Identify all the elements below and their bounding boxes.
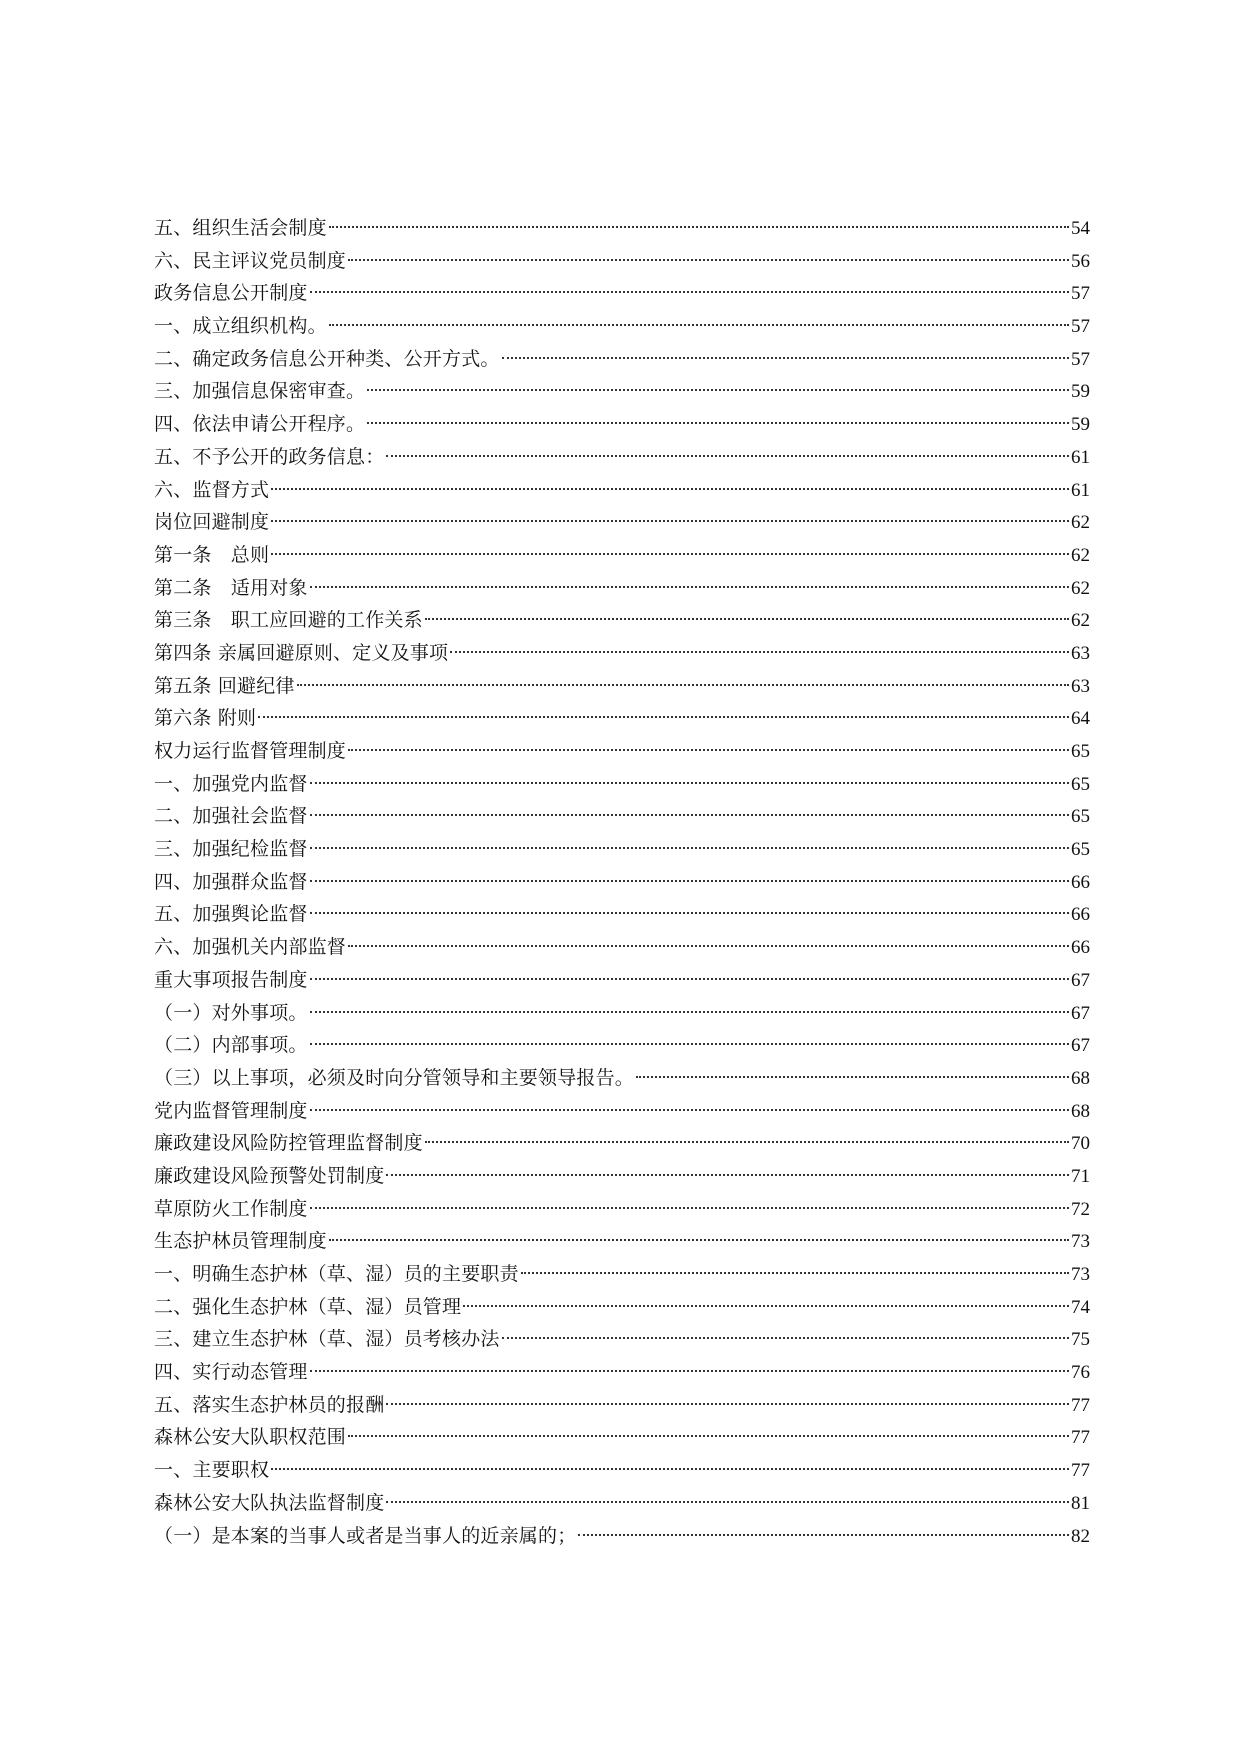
toc-entry-title: 一、主要职权 bbox=[154, 1459, 270, 1482]
toc-entry-page-number: 63 bbox=[1071, 675, 1090, 697]
toc-entry-title: 六、监督方式 bbox=[154, 478, 270, 501]
toc-entry[interactable] bbox=[154, 1520, 1090, 1553]
toc-dot-leader bbox=[310, 1043, 1069, 1045]
toc-entry[interactable] bbox=[154, 310, 1090, 343]
toc-entry[interactable] bbox=[154, 670, 1090, 703]
toc-entry-title: 森林公安大队执法监督制度 bbox=[154, 1491, 385, 1514]
toc-entry-title: （一）对外事项。 bbox=[154, 1001, 308, 1024]
toc-entry[interactable] bbox=[154, 964, 1090, 997]
toc-entry-title: 廉政建设风险防控管理监督制度 bbox=[154, 1132, 423, 1155]
toc-entry[interactable] bbox=[154, 1095, 1090, 1128]
toc-entry-title: 生态护林员管理制度 bbox=[154, 1230, 327, 1253]
toc-entry-page-number: 64 bbox=[1071, 708, 1090, 730]
toc-dot-leader bbox=[502, 1337, 1069, 1339]
toc-entry[interactable] bbox=[154, 1160, 1090, 1193]
toc-entry-page-number: 57 bbox=[1071, 283, 1090, 305]
toc-entry-title: 五、落实生态护林员的报酬 bbox=[154, 1393, 385, 1416]
toc-entry-page-number: 82 bbox=[1071, 1525, 1090, 1547]
toc-dot-leader bbox=[258, 716, 1069, 718]
toc-entry-title: 二、强化生态护林（草、湿）员管理 bbox=[154, 1295, 462, 1318]
toc-dot-leader bbox=[310, 1109, 1069, 1111]
toc-dot-leader bbox=[310, 586, 1069, 588]
toc-dot-leader bbox=[386, 1501, 1069, 1503]
toc-entry-title: 党内监督管理制度 bbox=[154, 1099, 308, 1122]
toc-entry[interactable] bbox=[154, 637, 1090, 670]
toc-dot-leader bbox=[310, 782, 1069, 784]
toc-entry-page-number: 62 bbox=[1071, 544, 1090, 566]
toc-entry-page-number: 54 bbox=[1071, 218, 1090, 239]
toc-entry[interactable] bbox=[154, 539, 1090, 572]
toc-dot-leader bbox=[348, 259, 1069, 261]
toc-entry-page-number: 62 bbox=[1071, 512, 1090, 534]
toc-entry-page-number: 70 bbox=[1071, 1133, 1090, 1155]
toc-entry-page-number: 67 bbox=[1071, 969, 1090, 991]
toc-dot-leader bbox=[578, 1534, 1069, 1536]
toc-entry-page-number: 68 bbox=[1071, 1100, 1090, 1122]
toc-entry[interactable] bbox=[154, 245, 1090, 278]
toc-dot-leader bbox=[367, 422, 1069, 424]
toc-entry-title: 六、民主评议党员制度 bbox=[154, 249, 347, 272]
toc-entry-title: 三、加强纪检监督 bbox=[154, 838, 308, 861]
toc-entry-page-number: 62 bbox=[1071, 577, 1090, 599]
toc-entry[interactable] bbox=[154, 1487, 1090, 1520]
toc-entry-page-number: 72 bbox=[1071, 1198, 1090, 1220]
toc-entry-title: 四、加强群众监督 bbox=[154, 870, 308, 893]
toc-entry-page-number: 59 bbox=[1071, 414, 1090, 436]
toc-entry[interactable] bbox=[154, 1225, 1090, 1258]
toc-entry-title: 政务信息公开制度 bbox=[154, 282, 308, 305]
toc-entry[interactable] bbox=[154, 768, 1090, 801]
toc-entry-title: （二）内部事项。 bbox=[154, 1034, 308, 1057]
toc-dot-leader bbox=[271, 488, 1069, 490]
toc-entry[interactable] bbox=[154, 1323, 1090, 1356]
toc-entry-page-number: 66 bbox=[1071, 904, 1090, 926]
toc-entry-title: 一、加强党内监督 bbox=[154, 772, 308, 795]
toc-dot-leader bbox=[367, 389, 1069, 391]
toc-dot-leader bbox=[636, 1076, 1069, 1078]
toc-entry[interactable] bbox=[154, 898, 1090, 931]
toc-dot-leader bbox=[271, 1468, 1069, 1470]
toc-entry-title: 五、组织生活会制度 bbox=[154, 217, 327, 239]
toc-dot-leader bbox=[348, 749, 1069, 751]
toc-dot-leader bbox=[271, 520, 1069, 522]
toc-entry-title: 五、加强舆论监督 bbox=[154, 903, 308, 926]
toc-dot-leader bbox=[386, 1174, 1069, 1176]
toc-entry-title: 第四条 亲属回避原则、定义及事项 bbox=[154, 641, 449, 664]
toc-entry[interactable] bbox=[154, 375, 1090, 408]
toc-entry-page-number: 74 bbox=[1071, 1296, 1090, 1318]
toc-entry[interactable] bbox=[154, 735, 1090, 768]
toc-entry[interactable] bbox=[154, 474, 1090, 507]
toc-entry-page-number: 61 bbox=[1071, 446, 1090, 468]
toc-dot-leader bbox=[386, 1403, 1069, 1405]
toc-entry[interactable] bbox=[154, 343, 1090, 376]
toc-entry-page-number: 66 bbox=[1071, 871, 1090, 893]
toc-entry[interactable] bbox=[154, 1454, 1090, 1487]
toc-dot-leader bbox=[310, 291, 1069, 293]
toc-entry[interactable] bbox=[154, 997, 1090, 1030]
toc-dot-leader bbox=[502, 357, 1069, 359]
toc-entry-title: 五、不予公开的政务信息： bbox=[154, 445, 385, 468]
toc-entry[interactable] bbox=[154, 277, 1090, 310]
toc-entry-page-number: 68 bbox=[1071, 1067, 1090, 1089]
toc-entry[interactable] bbox=[154, 572, 1090, 605]
toc-dot-leader bbox=[329, 1239, 1069, 1241]
toc-dot-leader bbox=[310, 978, 1069, 980]
toc-entry[interactable] bbox=[154, 1389, 1090, 1422]
toc-dot-leader bbox=[310, 847, 1069, 849]
toc-entry[interactable] bbox=[154, 212, 1090, 245]
toc-entry-page-number: 66 bbox=[1071, 937, 1090, 959]
toc-dot-leader bbox=[310, 1370, 1069, 1372]
toc-entry-page-number: 65 bbox=[1071, 806, 1090, 828]
toc-entry[interactable] bbox=[154, 866, 1090, 899]
toc-dot-leader bbox=[310, 1207, 1069, 1209]
toc-entry-page-number: 76 bbox=[1071, 1362, 1090, 1384]
toc-entry-page-number: 65 bbox=[1071, 839, 1090, 861]
toc-dot-leader bbox=[348, 945, 1069, 947]
toc-entry-page-number: 61 bbox=[1071, 479, 1090, 501]
toc-dot-leader bbox=[310, 1011, 1069, 1013]
toc-entry-page-number: 67 bbox=[1071, 1035, 1090, 1057]
toc-entry-title: 权力运行监督管理制度 bbox=[154, 740, 347, 762]
toc-entry[interactable] bbox=[154, 800, 1090, 833]
toc-dot-leader bbox=[310, 814, 1069, 816]
toc-dot-leader bbox=[329, 324, 1069, 326]
toc-dot-leader bbox=[329, 226, 1069, 228]
toc-entry-title: 草原防火工作制度 bbox=[154, 1197, 308, 1220]
toc-entry-page-number: 59 bbox=[1071, 381, 1090, 403]
toc-entry[interactable] bbox=[154, 506, 1090, 539]
toc-entry[interactable] bbox=[154, 931, 1090, 964]
toc-dot-leader bbox=[463, 1305, 1069, 1307]
toc-entry-page-number: 75 bbox=[1071, 1329, 1090, 1351]
toc-entry-page-number: 62 bbox=[1071, 610, 1090, 632]
toc-dot-leader bbox=[271, 553, 1069, 555]
toc-entry-page-number: 73 bbox=[1071, 1264, 1090, 1285]
toc-entry[interactable] bbox=[154, 1356, 1090, 1389]
toc-dot-leader bbox=[425, 1141, 1069, 1143]
toc-entry-title: 一、明确生态护林（草、湿）员的主要职责 bbox=[154, 1263, 519, 1285]
toc-entry-title: 三、加强信息保密审查。 bbox=[154, 380, 366, 403]
toc-entry-page-number: 65 bbox=[1071, 741, 1090, 762]
toc-entry-title: 第六条 附则 bbox=[154, 707, 257, 730]
toc-entry-page-number: 71 bbox=[1071, 1165, 1090, 1187]
toc-entry-title: 重大事项报告制度 bbox=[154, 968, 308, 991]
toc-entry-title: 廉政建设风险预警处罚制度 bbox=[154, 1164, 385, 1187]
toc-entry-title: 四、依法申请公开程序。 bbox=[154, 413, 366, 436]
toc-entry-title: 森林公安大队职权范围 bbox=[154, 1426, 347, 1449]
toc-entry-page-number: 57 bbox=[1071, 348, 1090, 370]
toc-entry-page-number: 77 bbox=[1071, 1427, 1090, 1449]
toc-dot-leader bbox=[450, 651, 1069, 653]
toc-entry-page-number: 77 bbox=[1071, 1394, 1090, 1416]
toc-entry-page-number: 63 bbox=[1071, 642, 1090, 664]
toc-entry[interactable] bbox=[154, 1029, 1090, 1062]
toc-entry[interactable] bbox=[154, 1258, 1090, 1291]
toc-entry-title: 一、成立组织机构。 bbox=[154, 315, 327, 338]
toc-dot-leader bbox=[310, 880, 1069, 882]
toc-dot-leader bbox=[521, 1272, 1069, 1274]
toc-entry[interactable] bbox=[154, 408, 1090, 441]
toc-dot-leader bbox=[348, 1435, 1069, 1437]
toc-entry[interactable] bbox=[154, 702, 1090, 735]
toc-entry-page-number: 65 bbox=[1071, 773, 1090, 795]
toc-entry-title: 二、确定政务信息公开种类、公开方式。 bbox=[154, 347, 500, 370]
toc-entry[interactable] bbox=[154, 441, 1090, 474]
toc-entry-title: 六、加强机关内部监督 bbox=[154, 936, 347, 959]
toc-entry-page-number: 73 bbox=[1071, 1231, 1090, 1253]
toc-entry-title: 三、建立生态护林（草、湿）员考核办法 bbox=[154, 1328, 500, 1351]
toc-entry[interactable] bbox=[154, 1421, 1090, 1454]
toc-entry-page-number: 56 bbox=[1071, 250, 1090, 272]
toc-entry-title: 第一条 总则 bbox=[154, 543, 270, 566]
toc-entry-title: 二、加强社会监督 bbox=[154, 805, 308, 828]
toc-entry-title: 岗位回避制度 bbox=[154, 511, 270, 534]
toc-entry-title: 四、实行动态管理 bbox=[154, 1361, 308, 1384]
toc-dot-leader bbox=[297, 684, 1069, 686]
toc-dot-leader bbox=[386, 455, 1069, 457]
toc-entry-page-number: 81 bbox=[1071, 1492, 1090, 1514]
toc-entry-title: 第二条 适用对象 bbox=[154, 576, 308, 599]
toc-entry-title: 第三条 职工应回避的工作关系 bbox=[154, 609, 423, 632]
toc-entry-page-number: 57 bbox=[1071, 316, 1090, 338]
toc-dot-leader bbox=[310, 912, 1069, 914]
toc-entry-page-number: 77 bbox=[1071, 1460, 1090, 1482]
toc-entry-page-number: 67 bbox=[1071, 1002, 1090, 1024]
toc-entry[interactable] bbox=[154, 1291, 1090, 1324]
toc-entry[interactable] bbox=[154, 1062, 1090, 1095]
toc-entry[interactable] bbox=[154, 833, 1090, 866]
toc-dot-leader bbox=[425, 618, 1069, 620]
toc-entry[interactable] bbox=[154, 1193, 1090, 1226]
toc-entry[interactable] bbox=[154, 604, 1090, 637]
toc-entry-title: （一）是本案的当事人或者是当事人的近亲属的； bbox=[154, 1524, 577, 1547]
toc-entry-title: 第五条 回避纪律 bbox=[154, 674, 295, 697]
toc-entry[interactable] bbox=[154, 1127, 1090, 1160]
table-of-contents bbox=[154, 212, 1090, 1552]
toc-entry-title: （三）以上事项，必须及时向分管领导和主要领导报告。 bbox=[154, 1066, 635, 1089]
